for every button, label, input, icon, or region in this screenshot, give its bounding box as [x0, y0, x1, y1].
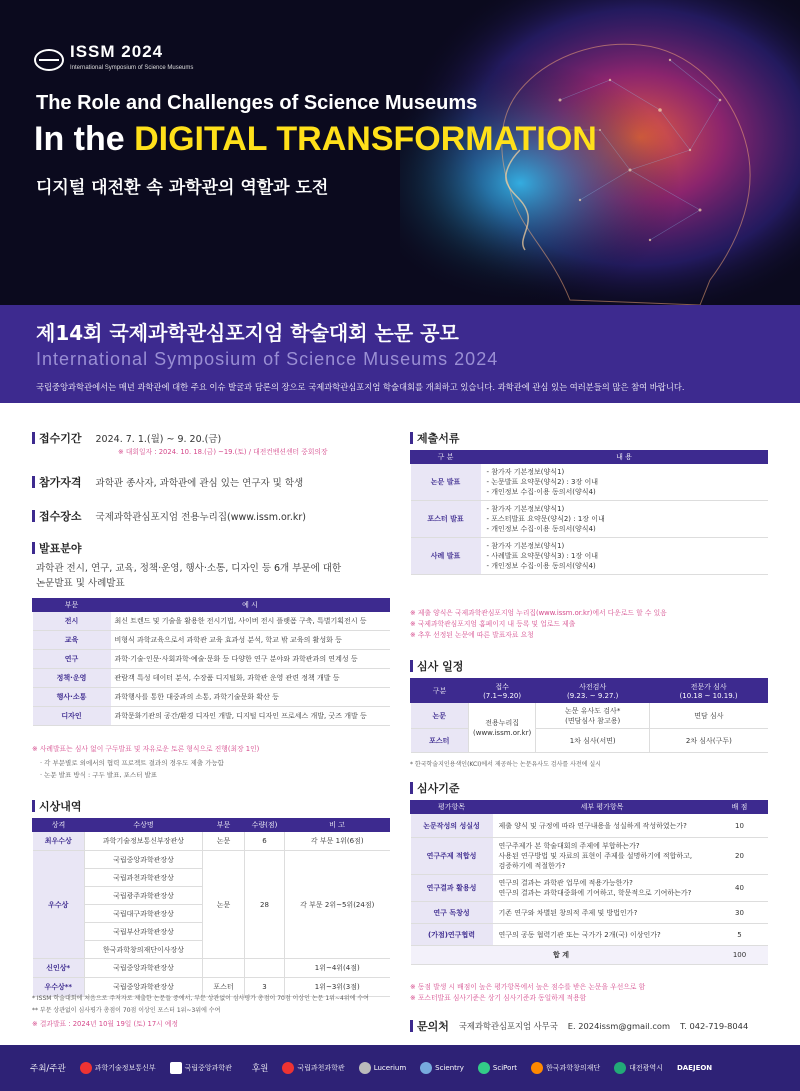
criteria-score: 40: [712, 875, 768, 902]
lucerium-icon: [359, 1062, 371, 1074]
criteria-total-label: 합 계: [411, 946, 712, 965]
table-row: [411, 875, 768, 902]
criteria-detail: 연구주제가 본 학술대회의 주제에 부합하는가?: [498, 842, 640, 850]
call-intro: 국립중앙과학관에서는 매년 과학관에 대한 주요 이슈 발굴과 담론의 장으로 국제과학관심포지엄 학술대회를 개최하고 있습니다. 과학관에 관심 있는 여러분들의 많은 참여 바랍니다.: [36, 382, 685, 392]
doc-item: - 사례발표 요약문(양식3) : 1장 이내: [486, 552, 599, 560]
award-name: 한국과학창의재단이사장상: [85, 941, 203, 959]
place-row: [32, 508, 306, 524]
field-name: 정책·운영: [33, 669, 111, 688]
field-example: 과학행사를 통한 대중과의 소통, 과학기술문화 확산 등: [111, 688, 390, 707]
criteria-score: 30: [712, 902, 768, 924]
award-name: 국립중앙과학관장상: [85, 851, 203, 869]
awards-header-name: 수상명: [85, 819, 203, 832]
award-qty: 28: [245, 851, 285, 959]
criteria-header-score: 배 점: [712, 801, 768, 814]
table-row: [411, 838, 768, 875]
scientry-icon: [420, 1062, 432, 1074]
award-grade: 신인상*: [33, 959, 85, 978]
schedule-header-pre: 사전검사 (9.23. ~ 9.27.): [536, 679, 650, 703]
criteria-table: [410, 800, 768, 965]
docs-label: 제출서류: [410, 430, 460, 446]
schedule-type: 논문: [411, 703, 469, 729]
awards-header-qty: 수량(점): [245, 819, 285, 832]
award-name: 국립중앙과학관장상: [85, 978, 203, 997]
field-example: 과학·기술·인문·사회과학·예술·문화 등 다양한 연구 분야와 과학관과의 연계성 등: [111, 650, 390, 669]
schedule-header-recv: 접수 (7.1~9.20): [469, 679, 536, 703]
criteria-total: 100: [712, 946, 768, 965]
fields-desc-1: 과학관 전시, 연구, 교육, 정책·운영, 행사·소통, 디자인 등 6개 부문에 대한: [36, 563, 342, 574]
criteria-detail: 연구의 결과는 과학관 업무에 적용가능한가?: [498, 879, 633, 887]
table-row: [411, 814, 768, 838]
awards-header-note: 비 고: [285, 819, 390, 832]
awards-table: [32, 818, 390, 997]
award-part: 논문: [203, 851, 245, 959]
field-example: 비형식 과학교육으로서 과학관 교육 효과성 분석, 학교 밖 교육의 활성화 등: [111, 631, 390, 650]
sponsor-logo: DAEJEON: [676, 1064, 713, 1072]
fields-desc-2: 논문발표 및 사례발표: [36, 578, 125, 589]
award-note: 1위~3위(3점): [285, 978, 390, 997]
logo-title: ISSM 2024: [70, 42, 164, 61]
period-note: ※ 대회일자 : 2024. 10. 18.(금) ~19.(토) / 대전컨벤션센터 중회의장: [118, 448, 328, 456]
table-row: [33, 959, 390, 978]
award-qty: 3: [245, 978, 285, 997]
host-logo: 국립중앙과학관: [170, 1062, 232, 1074]
hero-title-korean: 디지털 대전환 속 과학관의 역할과 도전: [36, 178, 329, 198]
doc-item: - 개인정보 수집·이용 동의서(양식4): [486, 525, 596, 533]
eligibility-row: [32, 474, 303, 490]
docs-header-content: 내 용: [481, 451, 768, 464]
docs-note-3: ※ 추후 선정된 논문에 따른 발표자료 요청: [410, 631, 534, 639]
table-row: [33, 669, 390, 688]
doc-item: - 참가자 기본정보(양식1): [486, 468, 565, 476]
fields-header-example: 예 시: [111, 599, 390, 612]
sponsor-logo: Lucerium: [359, 1062, 406, 1074]
host-logo: 과학기술정보통신부: [80, 1062, 156, 1074]
field-name: 전시: [33, 612, 111, 631]
call-subtitle: International Symposium of Science Museums 2024: [36, 349, 499, 369]
fields-note-2: · 각 부문별로 외에서의 협력 프로젝트 결과의 경우도 제출 가능함: [40, 759, 224, 767]
field-example: 최신 트렌드 및 기술을 활용한 전시기법, 사이버 전시 플랫폼 구축, 특별기획전시 등: [111, 612, 390, 631]
criteria-header-item: 평가항목: [411, 801, 493, 814]
fields-table: [32, 598, 390, 726]
fields-note-1: ※ 사례발표는 심사 없이 구두발표 및 자유로운 토론 형식으로 진행(최장 1인): [32, 745, 260, 753]
award-part: [203, 959, 245, 978]
kofac-icon: [531, 1062, 543, 1074]
field-example: 과학문화기관의 공간/환경 디자인 개발, 디지털 디자인 프로세스 개발, 굿즈 개발 등: [111, 707, 390, 726]
criteria-item: 논문작성의 성실성: [411, 814, 493, 838]
table-row: [411, 902, 768, 924]
criteria-score: 20: [712, 838, 768, 875]
criteria-score: 5: [712, 924, 768, 946]
sponsor-label: 후원: [251, 1064, 269, 1074]
daejeon-icon: [614, 1062, 626, 1074]
schedule-expert: 면담 심사: [650, 703, 768, 729]
doc-type: 논문 발표: [411, 464, 481, 501]
sciport-icon: [478, 1062, 490, 1074]
docs-table: [410, 450, 768, 575]
award-note: 각 부문 1위(6점): [285, 832, 390, 851]
table-row: [411, 703, 768, 729]
criteria-item: 연구결과 활용성: [411, 875, 493, 902]
eligibility-value: 과학관 종사자, 과학관에 관심 있는 연구자 및 학생: [95, 478, 304, 489]
footer-sponsors: [0, 1045, 800, 1091]
sponsor-logo: 국립과천과학관: [282, 1062, 344, 1074]
field-name: 연구: [33, 650, 111, 669]
museum-icon: [170, 1062, 182, 1074]
table-row: [33, 832, 390, 851]
criteria-item: 연구 독창성: [411, 902, 493, 924]
criteria-detail: 제출 양식 및 규정에 따라 연구내용을 성실하게 작성하였는가?: [498, 821, 687, 830]
awards-note-3: ※ 결과발표 : 2024년 10월 19일 (토) 17시 예정: [32, 1020, 179, 1028]
hero-title-line2: [34, 120, 597, 159]
criteria-detail: 기존 연구와 차별된 창의적 주제 및 방법인가?: [498, 908, 638, 917]
criteria-detail: 연구의 공동 협력기관 또는 국가가 2개(국) 이상인가?: [498, 930, 661, 939]
criteria-detail: 연구의 결과는 과학대중화에 기여하고, 학문적으로 기여하는가?: [498, 889, 692, 897]
schedule-type: 포스터: [411, 729, 469, 753]
award-part: 포스터: [203, 978, 245, 997]
schedule-note: * 한국학술지인용색인(KCI)에서 제공하는 논문유사도 검사를 사전에 실시: [410, 761, 601, 768]
criteria-note-2: ※ 포스터발표 심사기준은 상기 심사기준과 동일하게 적용함: [410, 994, 587, 1002]
sponsor-logo: SciPort: [478, 1062, 517, 1074]
hero-title-prefix: In the: [34, 120, 135, 158]
table-row: [411, 924, 768, 946]
sponsor-logo: Scientry: [420, 1062, 464, 1074]
field-name: 행사·소통: [33, 688, 111, 707]
awards-note-1: * ISSM 학술대회에 처음으로 주저자로 제출한 논문들 중에서, 부문 상관없이 심사평가 총점이 70점 이상인 논문 1위~4위에 수여: [32, 995, 369, 1002]
schedule-header-type: 구분: [411, 679, 469, 703]
schedule-label: 심사 일정: [410, 658, 463, 674]
criteria-item: (가점)연구협력: [411, 924, 493, 946]
schedule-header-expert: 전문가 심사 (10.18 ~ 10.19.): [650, 679, 768, 703]
issm-logo: [34, 44, 193, 76]
period-row: [32, 430, 221, 446]
awards-header-part: 부문: [203, 819, 245, 832]
table-row: [411, 729, 768, 753]
criteria-detail: 검증하기에 적절한가?: [498, 862, 566, 870]
award-name: 과학기술정보통신부장관상: [85, 832, 203, 851]
table-row: [411, 538, 768, 575]
table-row: [411, 946, 768, 965]
docs-note-1: ※ 제출 양식은 국제과학관심포지엄 누리집(www.issm.or.kr)에서 다운로드 할 수 있음: [410, 609, 667, 617]
period-label: 접수기간: [32, 430, 82, 446]
contact-phone[interactable]: T. 042-719-8044: [680, 1021, 749, 1031]
fields-header-part: 부문: [33, 599, 111, 612]
criteria-header-detail: 세부 평가항목: [493, 801, 712, 814]
contact-org: 국제과학관심포지엄 사무국: [458, 1021, 558, 1031]
doc-item: - 참가자 기본정보(양식1): [486, 505, 565, 513]
doc-item: - 개인정보 수집·이용 동의서(양식4): [486, 562, 596, 570]
schedule-pre: 논문 유사도 검사* (면담심사 참고용): [536, 703, 650, 729]
table-row: [33, 707, 390, 726]
fields-note-3: · 논문 발표 방식 : 구두 발표, 포스터 발표: [40, 771, 158, 779]
hero-banner: [0, 0, 800, 305]
award-note: 각 부문 2위~5위(24점): [285, 851, 390, 959]
hero-title-highlight: DIGITAL TRANSFORMATION: [134, 120, 597, 158]
docs-header-type: 구 분: [411, 451, 481, 464]
field-name: 디자인: [33, 707, 111, 726]
sponsor-logo: 한국과학창의재단: [531, 1062, 600, 1074]
field-name: 교육: [33, 631, 111, 650]
eligibility-label: 참가자격: [32, 474, 82, 490]
criteria-item: 연구주제 적합성: [411, 838, 493, 875]
criteria-note-1: ※ 동점 발생 시 배점이 높은 평가항목에서 높은 점수를 받은 논문을 우선으로 함: [410, 983, 646, 991]
contact-label: 문의처: [410, 1018, 449, 1034]
award-grade: 우수상: [33, 851, 85, 959]
award-name: 국립대구과학관장상: [85, 905, 203, 923]
taegeuk-icon: [80, 1062, 92, 1074]
issm-logo-icon: [34, 49, 64, 71]
fields-label: 발표분야: [32, 540, 82, 556]
award-qty: [245, 959, 285, 978]
title-band: [0, 305, 800, 403]
schedule-expert: 2차 심사(구두): [650, 729, 768, 753]
table-row: [33, 612, 390, 631]
table-row: [33, 688, 390, 707]
criteria-score: 10: [712, 814, 768, 838]
call-title: 제14회 국제과학관심포지엄 학술대회 논문 공모: [36, 321, 459, 345]
awards-header-grade: 상격: [33, 819, 85, 832]
awards-label: 시상내역: [32, 798, 82, 814]
award-grade: 우수상**: [33, 978, 85, 997]
award-part: 논문: [203, 832, 245, 851]
doc-item: - 참가자 기본정보(양식1): [486, 542, 565, 550]
criteria-detail: 사용된 연구방법 및 자료의 표현이 주제를 설명하기에 적합하고,: [498, 852, 693, 860]
table-row: [411, 464, 768, 501]
doc-type: 포스터 발표: [411, 501, 481, 538]
doc-type: 사례 발표: [411, 538, 481, 575]
host-label: 주최/주관: [30, 1064, 66, 1074]
doc-item: - 포스터발표 요약문(양식2) : 1장 이내: [486, 515, 605, 523]
place-label: 접수장소: [32, 508, 82, 524]
award-name: 국립부산과학관장상: [85, 923, 203, 941]
table-row: [33, 631, 390, 650]
awards-note-2: ** 부문 상관없이 심사평가 총점이 70점 이상인 포스터 1위~3위에 수여: [32, 1007, 221, 1014]
table-row: [33, 851, 390, 869]
schedule-pre: 1차 심사(서면): [536, 729, 650, 753]
docs-note-2: ※ 국제과학관심포지엄 홈페이지 내 등록 및 업로드 제출: [410, 620, 576, 628]
award-name: 국립광주과학관장상: [85, 887, 203, 905]
table-row: [411, 501, 768, 538]
award-name: 국립중앙과학관장상: [85, 959, 203, 978]
place-value: 국제과학관심포지엄 전용누리집(www.issm.or.kr): [95, 512, 306, 523]
hero-title-line1: The Role and Challenges of Science Museums: [36, 92, 478, 114]
period-value: 2024. 7. 1.(월) ~ 9. 20.(금): [95, 434, 222, 445]
doc-item: - 개인정보 수집·이용 동의서(양식4): [486, 488, 596, 496]
criteria-label: 심사기준: [410, 780, 460, 796]
contact-row: [410, 1018, 748, 1034]
award-name: 국립과천과학관장상: [85, 869, 203, 887]
award-note: 1위~4위(4점): [285, 959, 390, 978]
field-example: 관람객 특성 데이터 분석, 수장품 디지털화, 과학관 운영 관련 정책 개발 등: [111, 669, 390, 688]
doc-item: - 논문발표 요약문(양식2) : 3장 이내: [486, 478, 599, 486]
taegeuk-icon: [282, 1062, 294, 1074]
table-row: [33, 650, 390, 669]
sponsor-logo: 대전광역시: [614, 1062, 663, 1074]
schedule-table: [410, 678, 768, 753]
award-qty: 6: [245, 832, 285, 851]
logo-subtitle: International Symposium of Science Museums: [70, 65, 194, 71]
contact-email[interactable]: E. 2024issm@gmail.com: [567, 1021, 671, 1031]
schedule-recv: 전용누리집 (www.issm.or.kr): [469, 703, 536, 753]
award-grade: 최우수상: [33, 832, 85, 851]
